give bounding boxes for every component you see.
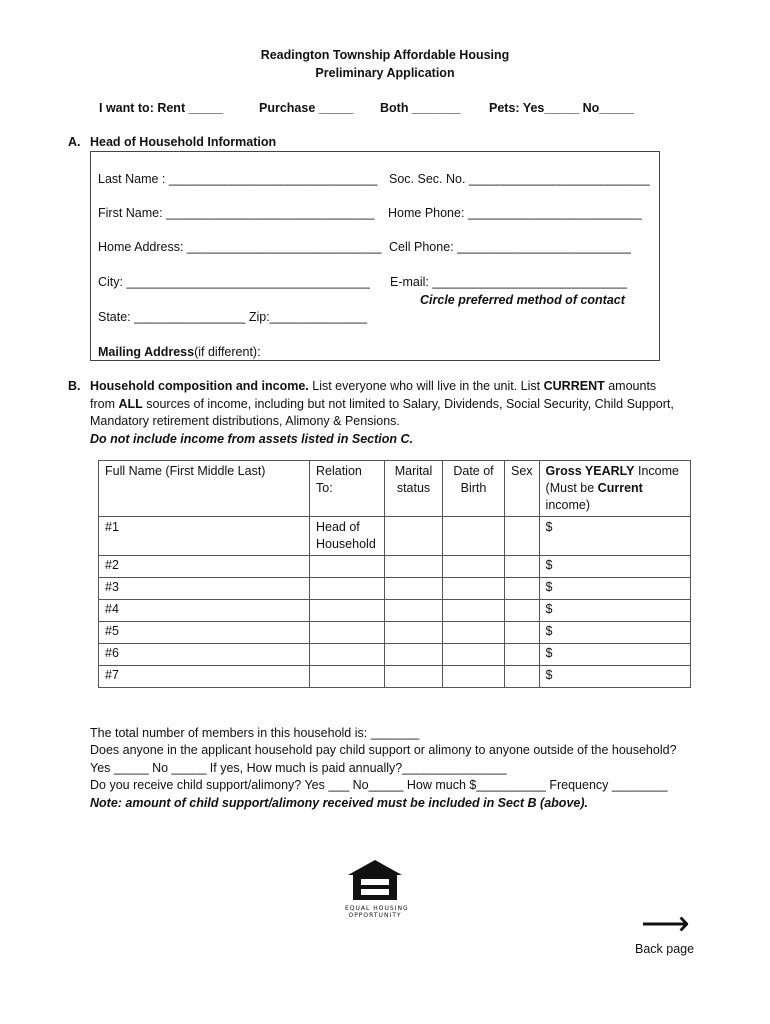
header-relation-l1: Relation [316, 464, 362, 478]
home-address-field[interactable]: Home Address: ____________________________ [98, 240, 382, 254]
table-row [99, 517, 691, 556]
state-zip-field[interactable]: State: ________________ Zip:______________ [98, 310, 368, 324]
house-icon [345, 858, 405, 902]
income-cell[interactable]: $ [539, 578, 690, 600]
section-b-letter: B. [68, 379, 81, 393]
intent-purchase: Purchase _____ [259, 101, 354, 115]
intent-pets: Pets: Yes_____ No_____ [489, 101, 635, 115]
relation-cell[interactable] [310, 600, 385, 622]
section-b-heading: Household composition and income. [90, 379, 309, 393]
header-income-current: Current [597, 481, 643, 495]
marital-cell[interactable] [385, 517, 443, 556]
dob-cell[interactable] [443, 517, 505, 556]
header-marital-l1: Marital [394, 464, 433, 478]
header-income-l1: Income [637, 464, 679, 478]
dob-cell[interactable] [443, 644, 505, 666]
arrow-right-icon[interactable]: ⟶ [641, 905, 690, 943]
section-b-text: from [90, 397, 115, 411]
row-number: #5 [99, 622, 310, 644]
dob-cell[interactable] [443, 622, 505, 644]
child-support-question: Does anyone in the applicant household pay child support or alimony to anyone outside of the household? [90, 743, 677, 757]
header-income-l2: (Must be [545, 481, 595, 495]
income-cell[interactable]: $ [539, 556, 690, 578]
sex-cell[interactable] [505, 666, 540, 688]
section-b-line1 [90, 379, 656, 393]
header-income [539, 461, 690, 517]
dob-cell[interactable] [443, 556, 505, 578]
mailing-address-suffix: (if different): [194, 345, 261, 359]
row-number: #7 [99, 666, 310, 688]
section-b-text: amounts [608, 379, 657, 393]
marital-cell[interactable] [385, 622, 443, 644]
marital-cell[interactable] [385, 600, 443, 622]
section-a-heading: Head of Household Information [90, 135, 277, 149]
back-page-link[interactable]: Back page [635, 942, 695, 956]
row-number: #3 [99, 578, 310, 600]
relation-cell[interactable] [310, 644, 385, 666]
home-phone-field[interactable]: Home Phone: _________________________ [388, 206, 642, 220]
header-marital-l2: status [396, 481, 431, 495]
marital-cell[interactable] [385, 666, 443, 688]
section-b-text: sources of income, including but not limited to Salary, Dividends, Social Security, Child Support, [146, 397, 674, 411]
table-row [99, 600, 691, 622]
table-row [99, 578, 691, 600]
income-cell[interactable]: $ [539, 666, 690, 688]
relation-cell[interactable] [310, 578, 385, 600]
header-income-l3: income) [545, 498, 591, 512]
city-field[interactable]: City: ___________________________________ [98, 275, 370, 289]
total-members-field[interactable]: The total number of members in this household is: _______ [90, 726, 420, 740]
logo-text-2: OPPORTUNITY [348, 912, 402, 919]
contact-note: Circle preferred method of contact [420, 293, 625, 307]
last-name-field[interactable]: Last Name : ______________________________ [98, 172, 378, 186]
income-cell[interactable]: $ [539, 600, 690, 622]
child-support-yes-no[interactable]: Yes _____ No _____ If yes, How much is paid annually?_______________ [90, 761, 507, 775]
row-number: #4 [99, 600, 310, 622]
row-number: #2 [99, 556, 310, 578]
marital-cell[interactable] [385, 578, 443, 600]
header-marital [385, 461, 443, 517]
relation-cell[interactable] [310, 666, 385, 688]
intent-rent: I want to: Rent _____ [99, 101, 224, 115]
header-relation-l2: To: [316, 481, 333, 495]
logo-text-1: EQUAL HOUSING [345, 905, 409, 912]
email-field[interactable]: E-mail: ____________________________ [390, 275, 628, 289]
income-cell[interactable]: $ [539, 622, 690, 644]
table-row [99, 666, 691, 688]
income-cell[interactable]: $ [539, 644, 690, 666]
dob-cell[interactable] [443, 578, 505, 600]
page-title: Readington Township Affordable Housing [260, 48, 510, 62]
header-dob [443, 461, 505, 517]
current-emphasis: CURRENT [543, 379, 605, 393]
table-row [99, 622, 691, 644]
first-name-field[interactable]: First Name: ______________________________ [98, 206, 375, 220]
header-name: Full Name (First Middle Last) [99, 461, 310, 517]
sex-cell[interactable] [505, 644, 540, 666]
household-table [98, 460, 691, 688]
dob-cell[interactable] [443, 666, 505, 688]
sex-cell[interactable] [505, 578, 540, 600]
header-dob-l2: Birth [460, 481, 487, 495]
intent-both: Both _______ [380, 101, 461, 115]
page-subtitle: Preliminary Application [315, 66, 455, 80]
receive-support-field[interactable]: Do you receive child support/alimony? Yes ___ No_____ How much $__________ Frequency ________ [90, 778, 668, 792]
section-b-line2 [90, 397, 674, 411]
row-number: #1 [99, 517, 310, 556]
cell-phone-field[interactable]: Cell Phone: _________________________ [389, 240, 631, 254]
income-cell[interactable]: $ [539, 517, 690, 556]
sex-cell[interactable] [505, 622, 540, 644]
section-b-note: Do not include income from assets listed in Section C. [90, 432, 413, 446]
relation-cell[interactable] [310, 517, 385, 556]
relation-cell[interactable] [310, 622, 385, 644]
relation-cell[interactable] [310, 556, 385, 578]
sex-cell[interactable] [505, 517, 540, 556]
dob-cell[interactable] [443, 600, 505, 622]
support-note: Note: amount of child support/alimony received must be included in Sect B (above). [90, 796, 588, 810]
header-income-bold: Gross YEARLY [545, 464, 635, 478]
sex-cell[interactable] [505, 600, 540, 622]
equal-housing-logo [345, 858, 409, 919]
section-a-letter: A. [68, 135, 81, 149]
all-emphasis: ALL [118, 397, 143, 411]
table-row [99, 644, 691, 666]
relation-text: Household [316, 537, 376, 551]
ssn-field[interactable]: Soc. Sec. No. __________________________ [389, 172, 650, 186]
row-number: #6 [99, 644, 310, 666]
mailing-address-field[interactable] [98, 345, 261, 359]
mailing-address-label: Mailing Address [98, 345, 195, 359]
marital-cell[interactable] [385, 644, 443, 666]
table-row [99, 556, 691, 578]
sex-cell[interactable] [505, 556, 540, 578]
header-dob-l1: Date of [453, 464, 494, 478]
marital-cell[interactable] [385, 556, 443, 578]
table-header-row [99, 461, 691, 517]
header-relation [310, 461, 385, 517]
section-b-line3: Mandatory retirement distributions, Alimony & Pensions. [90, 414, 400, 428]
relation-text: Head of [316, 520, 360, 534]
header-sex: Sex [505, 461, 540, 517]
section-b-text: List everyone who will live in the unit. List [312, 379, 541, 393]
